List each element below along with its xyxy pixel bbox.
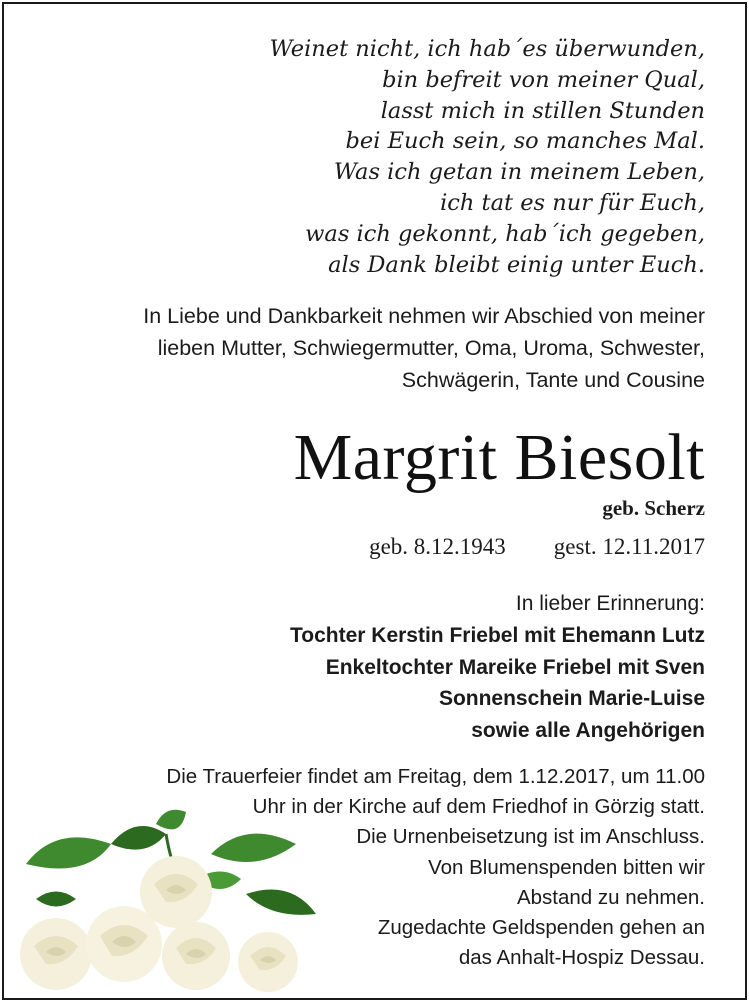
white-rose xyxy=(86,906,162,982)
service-info xyxy=(166,762,705,973)
life-dates xyxy=(369,531,705,563)
intro-line: In Liebe und Dankbarkeit nehmen wir Abschied von meiner xyxy=(143,304,705,328)
service-line: das Anhalt-Hospiz Dessau. xyxy=(458,946,705,970)
poem-line: bin befreit von meiner Qual, xyxy=(382,66,705,93)
rose-leaf xyxy=(36,892,76,907)
poem-line: was ich gekonnt, hab´ich gegeben, xyxy=(305,220,705,247)
poem-line: Weinet nicht, ich hab´es überwunden, xyxy=(269,36,705,62)
poem-line: ich tat es nur für Euch, xyxy=(440,189,705,216)
intro-line: lieben Mutter, Schwiegermutter, Oma, Uroma, Schwester, xyxy=(157,336,705,360)
intro-line: Schwägerin, Tante und Cousine xyxy=(401,368,705,392)
death-date: gest. 12.11.2017 xyxy=(553,534,705,559)
service-line: Die Urnenbeisetzung ist im Anschluss. xyxy=(356,825,705,849)
service-line: Die Trauerfeier findet am Freitag, dem 1.12.2017, um 11.00 xyxy=(166,765,705,788)
memory-heading: In lieber Erinnerung: xyxy=(515,592,705,615)
poem-line: Was ich getan in meinem Leben, xyxy=(333,159,705,186)
mourner-line: Enkeltochter Mareike Friebel mit Sven xyxy=(325,655,705,679)
obituary-frame xyxy=(2,2,747,1000)
poem-line: als Dank bleibt einig unter Euch. xyxy=(328,251,705,278)
poem-line: lasst mich in stillen Stunden xyxy=(380,97,705,124)
birth-date: geb. 8.12.1943 xyxy=(369,534,506,559)
service-line: Von Blumenspenden bitten wir xyxy=(428,855,705,879)
mourner-line: Sonnenschein Marie-Luise xyxy=(438,687,705,711)
rose-leaf xyxy=(26,837,111,868)
mourners xyxy=(290,588,705,747)
mourner-line: Tochter Kerstin Friebel mit Ehemann Lutz xyxy=(290,623,705,647)
service-line: Uhr in der Kirche auf dem Friedhof in Görzig statt. xyxy=(252,795,705,819)
rose-leaf xyxy=(111,826,166,850)
deceased-name: Margrit Biesolt xyxy=(293,421,705,494)
intro-text xyxy=(143,300,705,396)
maiden-name: geb. Scherz xyxy=(602,496,705,520)
mourner-line: sowie alle Angehörigen xyxy=(471,719,705,743)
service-line: Zugedachte Geldspenden gehen an xyxy=(377,916,705,940)
poem-line: bei Euch sein, so manches Mal. xyxy=(345,128,705,155)
service-line: Abstand zu nehmen. xyxy=(516,885,705,909)
poem xyxy=(269,34,705,280)
white-rose xyxy=(20,918,92,990)
